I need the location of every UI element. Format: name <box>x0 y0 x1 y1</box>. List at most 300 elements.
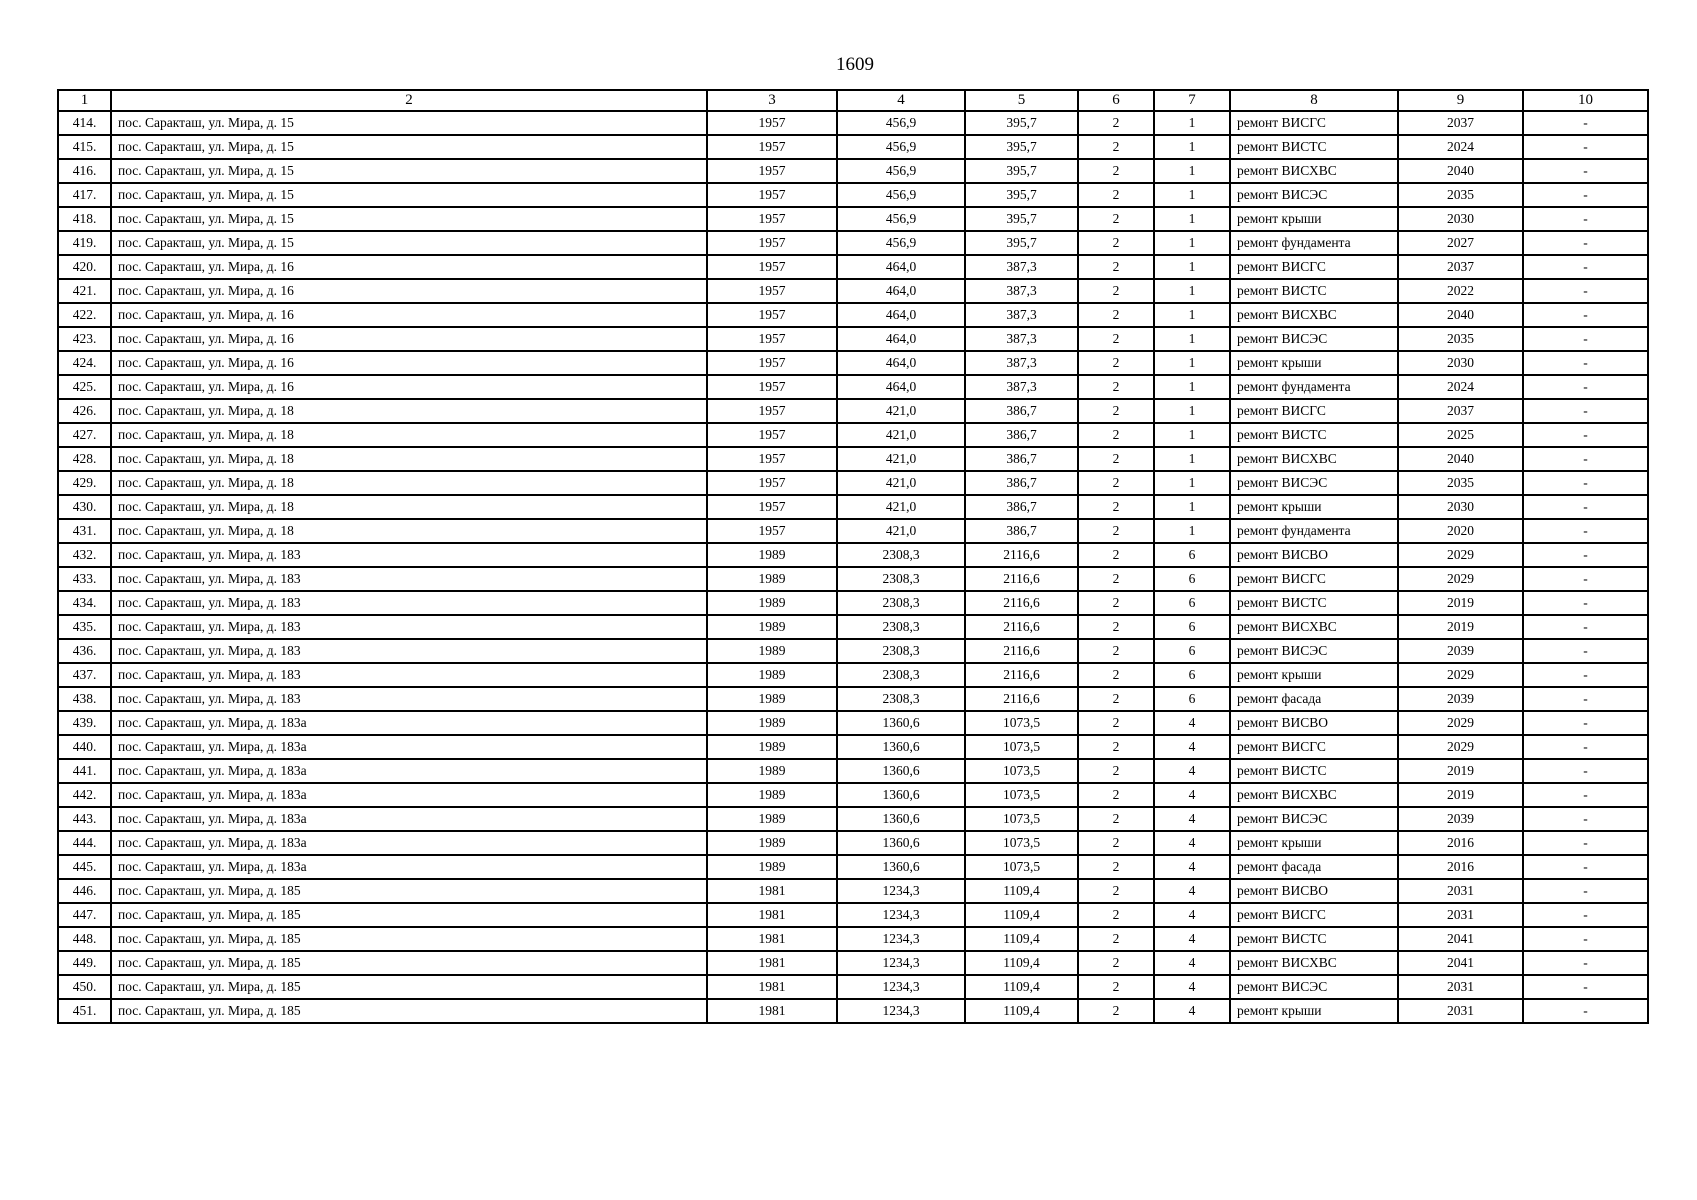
cell-note: - <box>1523 567 1648 591</box>
cell-floors: 2 <box>1078 159 1154 183</box>
cell-work-type: ремонт ВИСГС <box>1230 567 1398 591</box>
cell-work-type: ремонт ВИСХВС <box>1230 159 1398 183</box>
cell-address: пос. Саракташ, ул. Мира, д. 183 <box>111 591 707 615</box>
cell-living-area: 395,7 <box>965 111 1078 135</box>
cell-living-area: 2116,6 <box>965 639 1078 663</box>
table-row <box>58 807 1648 831</box>
cell-row-number: 431. <box>58 519 111 543</box>
cell-planned-year: 2025 <box>1398 423 1523 447</box>
cell-year-built: 1989 <box>707 855 837 879</box>
cell-floors: 2 <box>1078 831 1154 855</box>
cell-note: - <box>1523 519 1648 543</box>
cell-planned-year: 2039 <box>1398 687 1523 711</box>
cell-planned-year: 2037 <box>1398 255 1523 279</box>
cell-floors: 2 <box>1078 567 1154 591</box>
cell-living-area: 395,7 <box>965 207 1078 231</box>
cell-entrances: 4 <box>1154 831 1230 855</box>
cell-address: пос. Саракташ, ул. Мира, д. 185 <box>111 879 707 903</box>
cell-planned-year: 2020 <box>1398 519 1523 543</box>
cell-note: - <box>1523 735 1648 759</box>
cell-year-built: 1989 <box>707 591 837 615</box>
cell-row-number: 447. <box>58 903 111 927</box>
cell-total-area: 464,0 <box>837 351 965 375</box>
cell-work-type: ремонт ВИСХВС <box>1230 303 1398 327</box>
table-row <box>58 447 1648 471</box>
cell-year-built: 1957 <box>707 303 837 327</box>
table-row <box>58 423 1648 447</box>
cell-planned-year: 2039 <box>1398 639 1523 663</box>
table-row <box>58 735 1648 759</box>
cell-row-number: 432. <box>58 543 111 567</box>
cell-year-built: 1989 <box>707 759 837 783</box>
cell-total-area: 2308,3 <box>837 615 965 639</box>
table-row <box>58 855 1648 879</box>
cell-work-type: ремонт крыши <box>1230 351 1398 375</box>
cell-work-type: ремонт ВИСЭС <box>1230 327 1398 351</box>
cell-note: - <box>1523 831 1648 855</box>
cell-floors: 2 <box>1078 687 1154 711</box>
cell-floors: 2 <box>1078 807 1154 831</box>
cell-work-type: ремонт ВИСГС <box>1230 399 1398 423</box>
cell-total-area: 421,0 <box>837 399 965 423</box>
cell-planned-year: 2019 <box>1398 591 1523 615</box>
cell-work-type: ремонт ВИСЭС <box>1230 975 1398 999</box>
cell-work-type: ремонт ВИСТС <box>1230 279 1398 303</box>
cell-work-type: ремонт ВИСГС <box>1230 735 1398 759</box>
cell-work-type: ремонт ВИСХВС <box>1230 951 1398 975</box>
table-row <box>58 351 1648 375</box>
cell-planned-year: 2027 <box>1398 231 1523 255</box>
cell-floors: 2 <box>1078 711 1154 735</box>
cell-living-area: 395,7 <box>965 135 1078 159</box>
cell-living-area: 386,7 <box>965 519 1078 543</box>
cell-living-area: 1109,4 <box>965 999 1078 1023</box>
cell-work-type: ремонт ВИСГС <box>1230 111 1398 135</box>
cell-year-built: 1957 <box>707 159 837 183</box>
cell-total-area: 1234,3 <box>837 975 965 999</box>
table-row <box>58 783 1648 807</box>
cell-total-area: 464,0 <box>837 255 965 279</box>
cell-living-area: 2116,6 <box>965 615 1078 639</box>
cell-floors: 2 <box>1078 735 1154 759</box>
cell-row-number: 414. <box>58 111 111 135</box>
cell-entrances: 1 <box>1154 375 1230 399</box>
cell-work-type: ремонт крыши <box>1230 495 1398 519</box>
cell-floors: 2 <box>1078 975 1154 999</box>
cell-note: - <box>1523 999 1648 1023</box>
cell-living-area: 395,7 <box>965 231 1078 255</box>
table-row <box>58 639 1648 663</box>
cell-note: - <box>1523 111 1648 135</box>
cell-entrances: 6 <box>1154 615 1230 639</box>
cell-address: пос. Саракташ, ул. Мира, д. 183 <box>111 663 707 687</box>
table-row <box>58 903 1648 927</box>
cell-entrances: 1 <box>1154 447 1230 471</box>
cell-note: - <box>1523 615 1648 639</box>
cell-total-area: 2308,3 <box>837 543 965 567</box>
cell-note: - <box>1523 903 1648 927</box>
cell-floors: 2 <box>1078 207 1154 231</box>
cell-row-number: 418. <box>58 207 111 231</box>
table-row <box>58 663 1648 687</box>
cell-planned-year: 2035 <box>1398 183 1523 207</box>
cell-entrances: 1 <box>1154 255 1230 279</box>
cell-address: пос. Саракташ, ул. Мира, д. 18 <box>111 495 707 519</box>
column-header-10: 10 <box>1523 90 1648 111</box>
cell-work-type: ремонт ВИСГС <box>1230 255 1398 279</box>
cell-entrances: 4 <box>1154 903 1230 927</box>
cell-total-area: 464,0 <box>837 327 965 351</box>
cell-floors: 2 <box>1078 351 1154 375</box>
table-row <box>58 303 1648 327</box>
cell-total-area: 1234,3 <box>837 999 965 1023</box>
cell-entrances: 4 <box>1154 807 1230 831</box>
cell-note: - <box>1523 327 1648 351</box>
cell-floors: 2 <box>1078 231 1154 255</box>
cell-year-built: 1981 <box>707 879 837 903</box>
cell-address: пос. Саракташ, ул. Мира, д. 183а <box>111 783 707 807</box>
cell-row-number: 423. <box>58 327 111 351</box>
cell-entrances: 1 <box>1154 135 1230 159</box>
cell-entrances: 6 <box>1154 591 1230 615</box>
cell-row-number: 439. <box>58 711 111 735</box>
cell-address: пос. Саракташ, ул. Мира, д. 16 <box>111 351 707 375</box>
cell-floors: 2 <box>1078 471 1154 495</box>
cell-living-area: 386,7 <box>965 423 1078 447</box>
cell-row-number: 450. <box>58 975 111 999</box>
cell-year-built: 1989 <box>707 639 837 663</box>
header-row <box>58 90 1648 111</box>
cell-address: пос. Саракташ, ул. Мира, д. 18 <box>111 471 707 495</box>
cell-living-area: 1073,5 <box>965 711 1078 735</box>
cell-row-number: 421. <box>58 279 111 303</box>
cell-floors: 2 <box>1078 855 1154 879</box>
cell-year-built: 1981 <box>707 975 837 999</box>
cell-entrances: 1 <box>1154 423 1230 447</box>
cell-note: - <box>1523 471 1648 495</box>
cell-living-area: 1109,4 <box>965 927 1078 951</box>
cell-note: - <box>1523 447 1648 471</box>
cell-work-type: ремонт ВИСХВС <box>1230 615 1398 639</box>
cell-year-built: 1989 <box>707 783 837 807</box>
cell-entrances: 1 <box>1154 231 1230 255</box>
cell-living-area: 1109,4 <box>965 879 1078 903</box>
cell-work-type: ремонт крыши <box>1230 207 1398 231</box>
cell-total-area: 421,0 <box>837 447 965 471</box>
cell-year-built: 1957 <box>707 399 837 423</box>
cell-entrances: 1 <box>1154 207 1230 231</box>
table-row <box>58 591 1648 615</box>
cell-entrances: 4 <box>1154 975 1230 999</box>
cell-work-type: ремонт фундамента <box>1230 231 1398 255</box>
cell-row-number: 440. <box>58 735 111 759</box>
cell-row-number: 437. <box>58 663 111 687</box>
table-row <box>58 231 1648 255</box>
table-row <box>58 519 1648 543</box>
cell-address: пос. Саракташ, ул. Мира, д. 16 <box>111 375 707 399</box>
cell-row-number: 426. <box>58 399 111 423</box>
cell-planned-year: 2031 <box>1398 903 1523 927</box>
cell-living-area: 2116,6 <box>965 687 1078 711</box>
cell-row-number: 433. <box>58 567 111 591</box>
cell-note: - <box>1523 495 1648 519</box>
table-row <box>58 711 1648 735</box>
cell-entrances: 4 <box>1154 999 1230 1023</box>
cell-floors: 2 <box>1078 399 1154 423</box>
cell-floors: 2 <box>1078 303 1154 327</box>
cell-address: пос. Саракташ, ул. Мира, д. 16 <box>111 255 707 279</box>
cell-row-number: 446. <box>58 879 111 903</box>
cell-address: пос. Саракташ, ул. Мира, д. 15 <box>111 231 707 255</box>
table-row <box>58 159 1648 183</box>
cell-year-built: 1957 <box>707 375 837 399</box>
cell-address: пос. Саракташ, ул. Мира, д. 183а <box>111 807 707 831</box>
cell-work-type: ремонт ВИСЭС <box>1230 639 1398 663</box>
table-row <box>58 327 1648 351</box>
cell-note: - <box>1523 423 1648 447</box>
cell-row-number: 415. <box>58 135 111 159</box>
cell-living-area: 395,7 <box>965 159 1078 183</box>
table-row <box>58 927 1648 951</box>
cell-planned-year: 2019 <box>1398 615 1523 639</box>
table-row <box>58 567 1648 591</box>
cell-note: - <box>1523 135 1648 159</box>
cell-living-area: 2116,6 <box>965 591 1078 615</box>
cell-work-type: ремонт ВИСЭС <box>1230 807 1398 831</box>
cell-planned-year: 2031 <box>1398 975 1523 999</box>
cell-note: - <box>1523 375 1648 399</box>
cell-floors: 2 <box>1078 279 1154 303</box>
cell-note: - <box>1523 687 1648 711</box>
cell-living-area: 1073,5 <box>965 807 1078 831</box>
cell-row-number: 429. <box>58 471 111 495</box>
cell-entrances: 6 <box>1154 687 1230 711</box>
cell-total-area: 464,0 <box>837 303 965 327</box>
cell-floors: 2 <box>1078 879 1154 903</box>
cell-row-number: 425. <box>58 375 111 399</box>
cell-living-area: 387,3 <box>965 351 1078 375</box>
cell-address: пос. Саракташ, ул. Мира, д. 183 <box>111 567 707 591</box>
cell-living-area: 1073,5 <box>965 759 1078 783</box>
cell-total-area: 456,9 <box>837 231 965 255</box>
table-row <box>58 135 1648 159</box>
cell-living-area: 2116,6 <box>965 567 1078 591</box>
cell-row-number: 416. <box>58 159 111 183</box>
cell-floors: 2 <box>1078 135 1154 159</box>
column-header-3: 3 <box>707 90 837 111</box>
column-header-9: 9 <box>1398 90 1523 111</box>
cell-entrances: 4 <box>1154 759 1230 783</box>
cell-work-type: ремонт ВИСВО <box>1230 711 1398 735</box>
cell-year-built: 1957 <box>707 495 837 519</box>
cell-total-area: 456,9 <box>837 207 965 231</box>
cell-address: пос. Саракташ, ул. Мира, д. 15 <box>111 135 707 159</box>
cell-address: пос. Саракташ, ул. Мира, д. 18 <box>111 519 707 543</box>
cell-address: пос. Саракташ, ул. Мира, д. 16 <box>111 303 707 327</box>
cell-total-area: 464,0 <box>837 375 965 399</box>
cell-work-type: ремонт ВИСХВС <box>1230 783 1398 807</box>
cell-row-number: 417. <box>58 183 111 207</box>
cell-living-area: 1109,4 <box>965 903 1078 927</box>
column-header-6: 6 <box>1078 90 1154 111</box>
cell-total-area: 1234,3 <box>837 879 965 903</box>
table-row <box>58 999 1648 1023</box>
cell-year-built: 1989 <box>707 663 837 687</box>
table-row <box>58 207 1648 231</box>
cell-planned-year: 2030 <box>1398 495 1523 519</box>
cell-year-built: 1989 <box>707 831 837 855</box>
cell-total-area: 2308,3 <box>837 639 965 663</box>
cell-planned-year: 2031 <box>1398 999 1523 1023</box>
cell-living-area: 1073,5 <box>965 783 1078 807</box>
cell-entrances: 1 <box>1154 111 1230 135</box>
cell-floors: 2 <box>1078 999 1154 1023</box>
cell-note: - <box>1523 927 1648 951</box>
cell-floors: 2 <box>1078 543 1154 567</box>
cell-total-area: 2308,3 <box>837 687 965 711</box>
cell-entrances: 4 <box>1154 783 1230 807</box>
cell-row-number: 420. <box>58 255 111 279</box>
cell-row-number: 424. <box>58 351 111 375</box>
cell-total-area: 1360,6 <box>837 735 965 759</box>
cell-year-built: 1989 <box>707 615 837 639</box>
cell-planned-year: 2041 <box>1398 951 1523 975</box>
cell-living-area: 1073,5 <box>965 735 1078 759</box>
cell-note: - <box>1523 279 1648 303</box>
cell-year-built: 1981 <box>707 927 837 951</box>
column-header-4: 4 <box>837 90 965 111</box>
cell-living-area: 387,3 <box>965 327 1078 351</box>
cell-total-area: 456,9 <box>837 135 965 159</box>
cell-total-area: 1360,6 <box>837 831 965 855</box>
cell-note: - <box>1523 207 1648 231</box>
cell-entrances: 1 <box>1154 399 1230 423</box>
cell-note: - <box>1523 855 1648 879</box>
cell-total-area: 421,0 <box>837 495 965 519</box>
cell-planned-year: 2040 <box>1398 159 1523 183</box>
table-row <box>58 471 1648 495</box>
cell-address: пос. Саракташ, ул. Мира, д. 185 <box>111 927 707 951</box>
cell-living-area: 387,3 <box>965 279 1078 303</box>
cell-address: пос. Саракташ, ул. Мира, д. 18 <box>111 423 707 447</box>
cell-address: пос. Саракташ, ул. Мира, д. 15 <box>111 111 707 135</box>
cell-entrances: 6 <box>1154 543 1230 567</box>
cell-planned-year: 2039 <box>1398 807 1523 831</box>
cell-total-area: 1360,6 <box>837 759 965 783</box>
cell-address: пос. Саракташ, ул. Мира, д. 15 <box>111 159 707 183</box>
repair-schedule-table <box>57 89 1649 1024</box>
column-header-7: 7 <box>1154 90 1230 111</box>
cell-year-built: 1957 <box>707 231 837 255</box>
cell-entrances: 6 <box>1154 567 1230 591</box>
cell-address: пос. Саракташ, ул. Мира, д. 183а <box>111 735 707 759</box>
cell-planned-year: 2030 <box>1398 351 1523 375</box>
cell-floors: 2 <box>1078 519 1154 543</box>
cell-living-area: 386,7 <box>965 447 1078 471</box>
cell-address: пос. Саракташ, ул. Мира, д. 183а <box>111 831 707 855</box>
cell-floors: 2 <box>1078 927 1154 951</box>
cell-work-type: ремонт ВИСТС <box>1230 927 1398 951</box>
table-row <box>58 255 1648 279</box>
table-row <box>58 759 1648 783</box>
table-row <box>58 831 1648 855</box>
cell-floors: 2 <box>1078 423 1154 447</box>
cell-entrances: 4 <box>1154 711 1230 735</box>
cell-planned-year: 2022 <box>1398 279 1523 303</box>
cell-planned-year: 2029 <box>1398 711 1523 735</box>
cell-planned-year: 2019 <box>1398 759 1523 783</box>
cell-work-type: ремонт ВИСЭС <box>1230 183 1398 207</box>
cell-planned-year: 2035 <box>1398 327 1523 351</box>
table-row <box>58 399 1648 423</box>
cell-work-type: ремонт ВИСТС <box>1230 759 1398 783</box>
cell-living-area: 2116,6 <box>965 543 1078 567</box>
cell-row-number: 438. <box>58 687 111 711</box>
cell-note: - <box>1523 975 1648 999</box>
cell-year-built: 1989 <box>707 567 837 591</box>
cell-total-area: 464,0 <box>837 279 965 303</box>
cell-planned-year: 2030 <box>1398 207 1523 231</box>
cell-year-built: 1957 <box>707 351 837 375</box>
table-row <box>58 975 1648 999</box>
cell-work-type: ремонт ВИСЭС <box>1230 471 1398 495</box>
cell-entrances: 4 <box>1154 927 1230 951</box>
cell-work-type: ремонт ВИСГС <box>1230 903 1398 927</box>
cell-living-area: 1109,4 <box>965 951 1078 975</box>
cell-row-number: 445. <box>58 855 111 879</box>
cell-planned-year: 2016 <box>1398 831 1523 855</box>
cell-planned-year: 2031 <box>1398 879 1523 903</box>
cell-note: - <box>1523 783 1648 807</box>
cell-work-type: ремонт ВИСТС <box>1230 135 1398 159</box>
cell-year-built: 1989 <box>707 543 837 567</box>
page-number: 1609 <box>836 54 874 75</box>
cell-total-area: 456,9 <box>837 159 965 183</box>
cell-floors: 2 <box>1078 591 1154 615</box>
cell-year-built: 1957 <box>707 447 837 471</box>
cell-total-area: 1360,6 <box>837 711 965 735</box>
cell-work-type: ремонт фасада <box>1230 687 1398 711</box>
cell-work-type: ремонт фундамента <box>1230 375 1398 399</box>
cell-planned-year: 2019 <box>1398 783 1523 807</box>
cell-entrances: 4 <box>1154 735 1230 759</box>
cell-floors: 2 <box>1078 327 1154 351</box>
column-header-8: 8 <box>1230 90 1398 111</box>
cell-year-built: 1981 <box>707 951 837 975</box>
cell-floors: 2 <box>1078 951 1154 975</box>
table-row <box>58 111 1648 135</box>
cell-work-type: ремонт ВИСХВС <box>1230 447 1398 471</box>
cell-total-area: 2308,3 <box>837 567 965 591</box>
cell-planned-year: 2041 <box>1398 927 1523 951</box>
cell-note: - <box>1523 255 1648 279</box>
table-row <box>58 279 1648 303</box>
cell-entrances: 6 <box>1154 639 1230 663</box>
cell-planned-year: 2037 <box>1398 111 1523 135</box>
cell-address: пос. Саракташ, ул. Мира, д. 185 <box>111 975 707 999</box>
column-header-2: 2 <box>111 90 707 111</box>
cell-floors: 2 <box>1078 663 1154 687</box>
cell-entrances: 1 <box>1154 183 1230 207</box>
table-row <box>58 543 1648 567</box>
cell-living-area: 395,7 <box>965 183 1078 207</box>
cell-planned-year: 2029 <box>1398 663 1523 687</box>
cell-planned-year: 2040 <box>1398 447 1523 471</box>
cell-row-number: 430. <box>58 495 111 519</box>
cell-planned-year: 2016 <box>1398 855 1523 879</box>
cell-address: пос. Саракташ, ул. Мира, д. 18 <box>111 399 707 423</box>
cell-year-built: 1981 <box>707 903 837 927</box>
